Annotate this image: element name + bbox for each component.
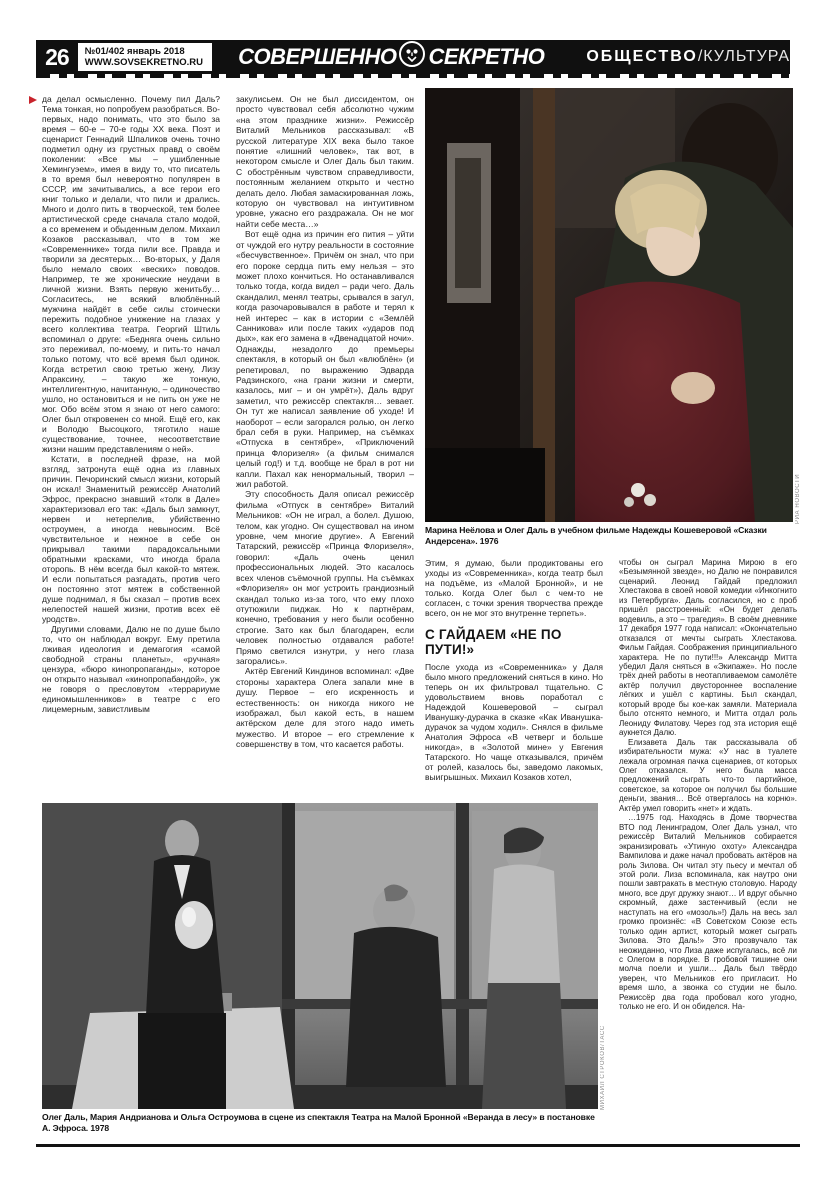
section-title	[586, 40, 790, 74]
article-column-4	[619, 558, 797, 1138]
photo-top-skazki-andersena	[425, 88, 793, 522]
article-paragraph: Кстати, в последней фразе, на мой взгляд, затронута ещё одна из главных причин. Печоринский смысл жизни, который он искал! Знаменитый режиссёр Анатолий Эфрос, прекрасно знавший «толк в Дале» характеризовал его так: «Даль был замкнут, нервен и нетерпелив, убийственно остроумен, а иногда невыносим. Всё чувствительное и нежное в себе он прикрывал такими парадоксальными обратными красками, что иногда брала оторопь. В нём всегда был какой-то мятеж. И если попытаться разгадать, против чего он постоянно этот мятеж в собственной душе поднимал, я бы сказал – против всех нелепостей нашей жизни, против всех её уродств».	[42, 454, 220, 624]
issue-box	[78, 43, 212, 71]
continuation-arrow-icon	[29, 96, 37, 104]
header-torn-edge	[36, 74, 790, 78]
owl-logo-icon	[399, 41, 425, 73]
article-paragraph: Актёр Евгений Киндинов вспоминал: «Две стороны характера Олега запали мне в душу. Первое – его искренность и естественность: он никогда никого не изображал, был какой есть, в нашем актёрском деле для этого надо иметь мужество. И второе – его стремление к совершенству в том, что касается работы.	[236, 666, 414, 750]
photo-bottom-veranda-v-lesu	[42, 803, 598, 1109]
page-header	[36, 40, 790, 74]
article-paragraph: …1975 год. Находясь в Доме творчества ВТО под Ленинградом, Олег Даль узнал, что режиссёр Виталий Мельников собирается экранизировать «Утиную охоту» Александра Вампилова и даже начал пробовать актёров на роль Зилова. Он читал эту пьесу и мечтал об этой роли. Лиза вспоминала, как наутро они пошли завтракать в местную столовую. Народу много, все друг дружку знают… И вдруг обычно скромный, даже застенчивый (если не наступать на его «мозоль»!) Даль на весь зал громко произнёс: «В Советском Союзе есть только один артист, который может сыграть Зилова. Это Даль!» Это прозвучало так неожиданно, что Лиза даже испугалась, всё ли с Олегом в порядке. В гробовой тишине они молча поели и ушли… Даль был твёрдо уверен, что Мельников его пригласит. Но время шло, а звонка со студии не было. Режиссёр два года пробовал кого угодно, только не его. И он обиделся. На-	[619, 813, 797, 1012]
article-column-3	[425, 558, 603, 804]
bottom-rule	[36, 1144, 800, 1147]
article-paragraph: Елизавета Даль так рассказывала об избирательности мужа: «У нас в туалете лежала огромная пачка сценариев, от которых Олег отказался. У него была масса предложений сыграть что-то партийное, советское, за которое он получил бы большие деньги, звания… Всё отвергалось на корню». Актёр умел говорить «нет» и ждать.	[619, 737, 797, 813]
section-title-bold: ОБЩЕСТВО	[586, 48, 698, 65]
article-paragraph: да делал осмысленно. Почему пил Даль? Тема тонкая, но попробуем разобраться. Во-первых, надо понимать, что это было за время – 60-е – 70-е годы XX века. Поэт и сценарист Геннадий Шпаликов очень точно подметил одну из грустных правд о своём поколении: «Все мы – ушибленные Хемингуэем», имея в виду то, что писатель в то время был невероятно популярен в СССР, им зачитывались, а все герои его книг только и делали, что пили и дрались. Много и долго пить в творческой, тем более артистической среде сначала стало модой, а со временем и обыденным делом. Михаил Козаков рассказывал, что в том же «Современнике» тогда пили все. Правда и творили за десятерых… Во-вторых, у Даля было немало своих «веских» поводов. Например, те же хронические неудачи в личной жизни. Взять первую женитьбу… Согласитесь, не всякий влюблённый мужчина найдёт в себе силы стоически пережить подобное унижение на глазах у всего коллектива театра. Георгий Штиль вспоминал о друге: «Бедняга очень сильно это переживал, по-моему, и пить-то начал только потому, что всё время был одинок. Когда встретил свою третью жену, Лизу Апраксину, – такую же тонкую, интеллигентную, начитанную, – одиночество ушло, но остановиться и не пить он уже не мог. Обо всём этом я знаю от него самого: Олег был откровенен со мной. Ещё его, как и Володю Высоцкого, тяготило наше существование, точнее, несоответствие жизни нашим представлениям о ней».	[42, 94, 220, 454]
photo-bottom-credit: МИХАИЛ СТРОКОВ/ТАСС	[600, 1025, 606, 1110]
masthead-word-right: СЕКРЕТНО	[428, 44, 545, 69]
section-title-light: /КУЛЬТУРА	[697, 48, 790, 65]
masthead-word-left: СОВЕРШЕННО	[238, 44, 397, 69]
website-url: WWW.SOVSEKRETNO.RU	[84, 57, 203, 68]
photo-top-credit: РИА НОВОСТИ	[795, 473, 801, 524]
article-paragraph: Вот ещё одна из причин его пития – уйти от чуждой его нутру реальности в состояние «бесчувственное». Причём он знал, что при его пороке сердца пить ему нельзя – это может плохо кончиться. Но останавливался только тогда, когда видел – ради чего. Даль скандалил, менял театры, срывался в загул, когда разочаровывался в работе и терял к ней интерес – как в истории с «Землёй Санникова» или после таких «ударов под дых», как его замена в «Двенадцатой ночи». Однажды, незадолго до премьеры спектакля, в который он был «влюблён» (и репетировал, по выражению Эдварда Радзинского, «на грани жизни и смерти, казалось, миг – и он умрёт»), Даль вдруг заметил, что режиссёр спектакля… зевает. Он тут же написал заявление об уходе! И наоборот – если загорался ролью, он легко брал себя в руки. Например, на съёмках «Отпуска в сентябре», «Приключений принца Флоризеля» (а фильм снимался целый год!) и т.д. вообще не брал в рот ни капли. Пахал как ненормальный, творил – жил работой.	[236, 229, 414, 490]
article-paragraph: закулисьем. Он не был диссидентом, он просто чувствовал себя абсолютно чужим «на этом празднике жизни». Режиссёр Виталий Мельников рассказывал: «В русской литературе XIX века было такое понятие «лишний человек», так вот, в некотором смысле и Олег Даль был таким. С обострённым чувством справедливости, постоянным желанием открыто и честно делать дело. Любая замаскированная ложь, которую он чувствовал на интуитивном уровне, ужасно его раздражала. Он не мог найти себе места…»	[236, 94, 414, 229]
article-paragraph: Этим, я думаю, были продиктованы его уходы из «Современника», когда театр был на подъёме, из «Малой Бронной», и не только. Когда Олег был с чем-то не согласен, с точки зрения творчества прежде всего, он не мог это внутренне терпеть».	[425, 558, 603, 618]
photo-bottom-caption: Олег Даль, Мария Андрианова и Ольга Остроумова в сцене из спектакля Театра на Малой Бронной «Веранда в лесу» в постановке А. Эфроса. 1978	[42, 1112, 595, 1133]
page-number: 26	[45, 43, 69, 70]
article-paragraph: чтобы он сыграл Марина Мирою в его «Безымянной звезде», но Далю не понравился сценарий. Леонид Гайдай предложил Хлестакова в своей новой комедии «Инкогнито из Петербурга». Даль согласился, но с проб пришёл расстроенный: «Он будет делать водевиль, а это – трагедия». В своём дневнике 17 декабря 1977 года написал: «Окончательно отказался от мечты сыграть Хлестакова. Фильм Гайдая. Соображения принципиального характера. Не по пути!!!» Александр Митта убедил Даля сняться в «Экипаже». Но после трёх дней работы в неотапливаемом самолёте актёр получил двустороннее воспаление лёгких и ушёл с картины. Был скандал, который вроде бы кое-как замяли. Материала было отснято немного, и Митта отдал роль Леониду Филатову. Через год эта история ещё аукнется Далю.	[619, 558, 797, 738]
masthead	[238, 40, 544, 74]
article-paragraph: Эту способность Даля описал режиссёр фильма «Отпуск в сентябре» Виталий Мельников: «Он не играл, а болел. Душою, телом, как угодно. Он существовал на ином уровне, чем многие другие». А Евгений Татарский, режиссёр «Принца Флоризеля», говорил: «Даль очень ценил профессиональных людей. Это касалось всех членов съёмочной группы. На съёмках «Флоризеля» он мог устроить грандиозный скандал только из-за того, что ему плохо отутюжили пиджак. Но к партнёрам, конечно, требования у него были особенно строгие. Зато как был благодарен, если человек полностью отдавался работе! Прямо светился изнутри, у него глаза загорались».	[236, 489, 414, 666]
article-paragraph: После ухода из «Современника» у Даля было много предложений сняться в кино. Но теперь он их фильтровал тщательно. С удовольствием вновь поработал с Надеждой Кошеверовой – сыграл Иванушку-дурачка в сказке «Как Иванушка-дурачок за чудом ходил». Снялся в фильме Анатолия Эфроса «В четверг и больше никогда», в «Золотой мине» у Евгения Татарского. Но чаще отказывался, причём от ролей, казалось бы, заведомо лакомых, выигрышных. Михаил Козаков хотел,	[425, 662, 603, 782]
issue-number: №01/402 январь 2018	[84, 45, 185, 57]
article-column-1	[42, 94, 220, 802]
article-column-2	[236, 94, 414, 804]
photo-top-caption: Марина Неёлова и Олег Даль в учебном фильме Надежды Кошеверовой «Сказки Андерсена». 1976	[425, 525, 767, 546]
article-subheading: С ГАЙДАЕМ «НЕ ПО ПУТИ!»	[425, 627, 562, 657]
article-paragraph: Другими словами, Далю не по душе было то, что он наблюдал вокруг. Ему претила лживая идеология и демагогия «самой свободной страны планеты», «ручная» цензура, «бюро кинопропаганды», которое он открыто называл «кинопропабандой», уж не говоря о пресловутом «террариуме единомышленников» в театре с его лицемерным, завистливым	[42, 624, 220, 714]
